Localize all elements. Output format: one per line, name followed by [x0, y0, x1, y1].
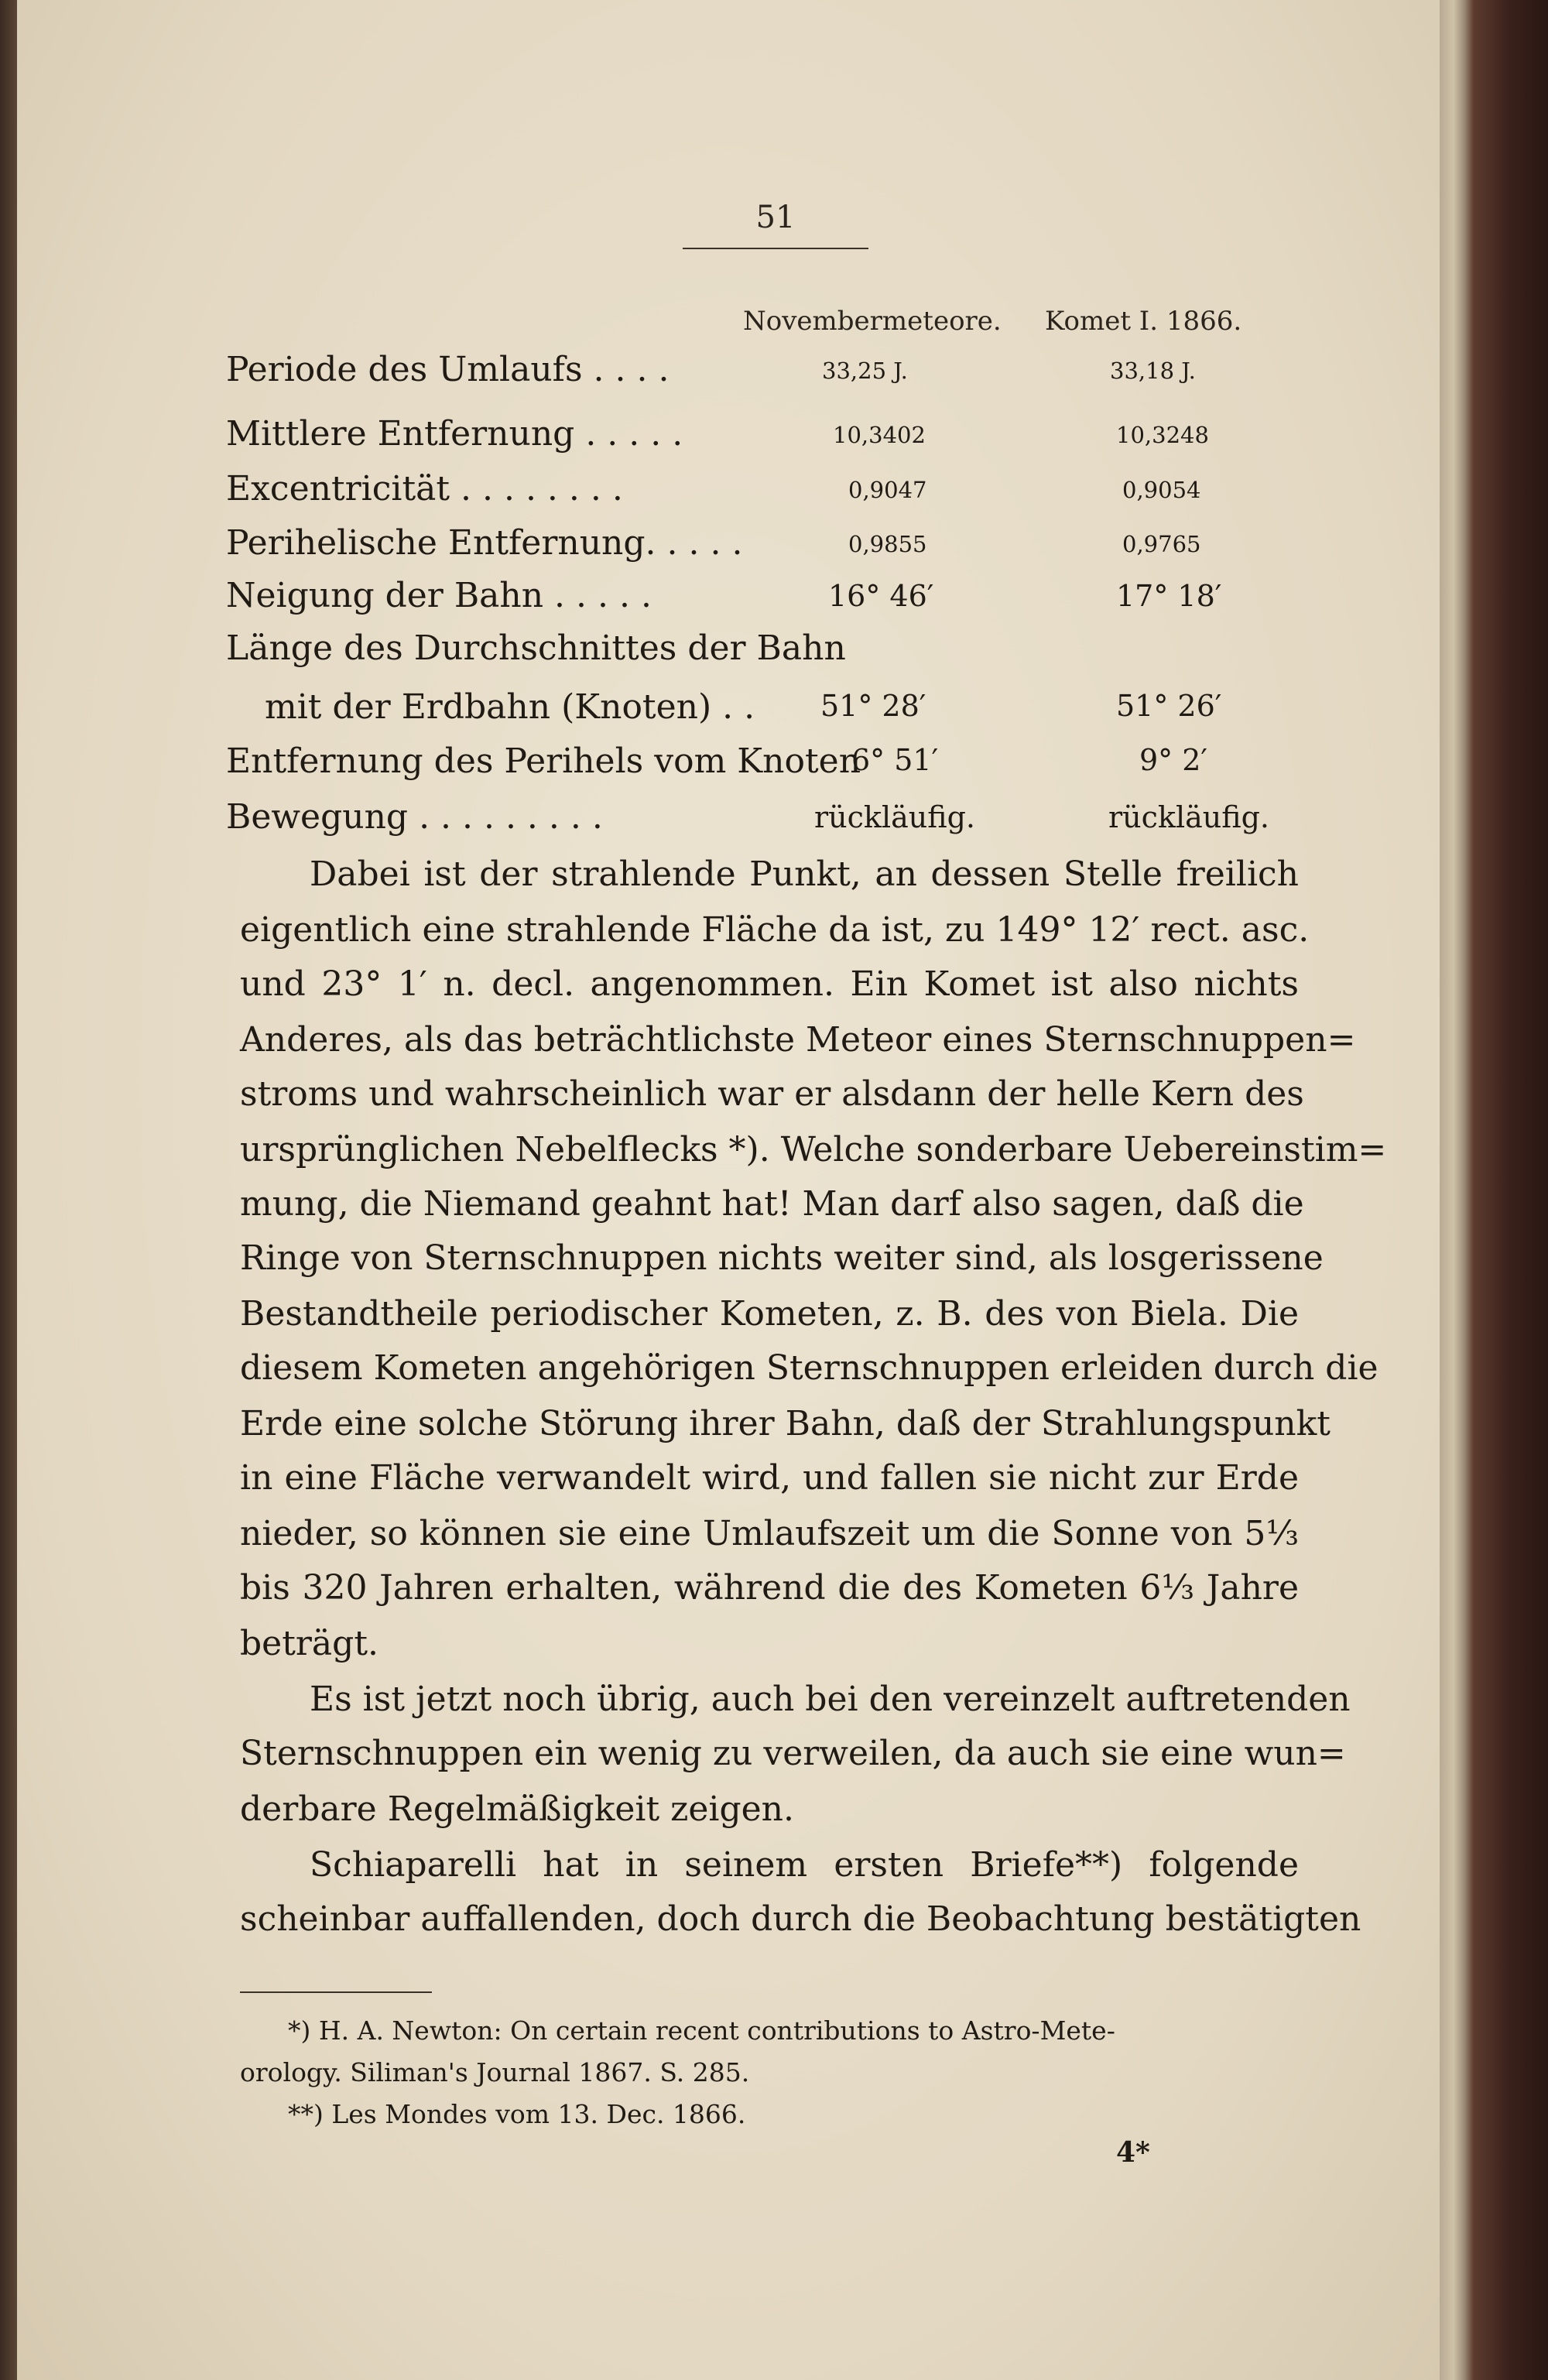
- paragraph-line: diesem Kometen angehörigen Sternschnuppen erleiden durch die: [240, 1348, 1378, 1388]
- table-row-label: Neigung der Bahn . . . . .: [226, 576, 652, 615]
- paragraph-line: bis 320 Jahren erhalten, während die des Kometen 6⅓ Jahre: [240, 1568, 1299, 1608]
- table-value-meteors: rückläufig.: [814, 800, 975, 834]
- book-page: [17, 0, 1440, 2380]
- table-value-meteors: 33,25 J.: [822, 358, 908, 384]
- footnote: orology. Siliman's Journal 1867. S. 285.: [240, 2057, 750, 2087]
- table-value-comet: 33,18 J.: [1110, 358, 1196, 384]
- page-number: 51: [755, 200, 796, 235]
- paragraph-line: Sternschnuppen ein wenig zu verweilen, da auch sie eine wun=: [240, 1734, 1346, 1773]
- footnote-rule: [240, 1991, 432, 1993]
- table-value-comet: 9° 2′: [1139, 743, 1208, 777]
- table-row-label: Länge des Durchschnittes der Bahn: [226, 628, 846, 668]
- paragraph-line: Ringe von Sternschnuppen nichts weiter sind, als losgerissene: [240, 1238, 1324, 1278]
- paragraph-line: Erde eine solche Störung ihrer Bahn, daß der Strahlungspunkt: [240, 1404, 1331, 1443]
- table-value-comet: 0,9765: [1122, 531, 1201, 557]
- table-value-meteors: 16° 46′: [828, 579, 934, 613]
- paragraph-line: ursprünglichen Nebelflecks *). Welche sonderbare Uebereinstim=: [240, 1130, 1387, 1169]
- table-value-meteors: 10,3402: [833, 422, 926, 448]
- table-value-meteors: 6° 51′: [851, 743, 939, 777]
- paragraph-line: Schiaparelli hat in seinem ersten Briefe**) folgende: [310, 1845, 1299, 1885]
- paragraph-line: und 23° 1′ n. decl. angenommen. Ein Komet ist also nichts: [240, 964, 1299, 1004]
- table-row-label: Entfernung des Perihels vom Knoten: [226, 741, 861, 781]
- footnote: *) H. A. Newton: On certain recent contributions to Astro-Mete-: [288, 2015, 1115, 2046]
- table-value-meteors: 0,9855: [848, 531, 927, 557]
- paragraph-line: Bestandtheile periodischer Kometen, z. B. des von Biela. Die: [240, 1294, 1299, 1334]
- table-value-comet: rückläufig.: [1108, 800, 1269, 834]
- paragraph-line: stroms und wahrscheinlich war er alsdann der helle Kern des: [240, 1074, 1304, 1114]
- table-value-comet: 17° 18′: [1116, 579, 1222, 613]
- column-header-comet: Komet I. 1866.: [1045, 306, 1242, 337]
- table-value-meteors: 51° 28′: [820, 689, 926, 723]
- table-value-comet: 10,3248: [1116, 422, 1209, 448]
- paragraph-line: Anderes, als das beträchtlichste Meteor eines Sternschnuppen=: [240, 1020, 1356, 1060]
- table-row-label: Periode des Umlaufs . . . .: [226, 350, 670, 389]
- book-cover-edge: [1440, 0, 1548, 2380]
- table-row-label: mit der Erdbahn (Knoten) . .: [265, 687, 755, 727]
- paragraph-line: in eine Fläche verwandelt wird, und fallen sie nicht zur Erde: [240, 1458, 1299, 1498]
- table-row-label: Bewegung . . . . . . . . .: [226, 797, 603, 837]
- paragraph-line: mung, die Niemand geahnt hat! Man darf also sagen, daß die: [240, 1184, 1304, 1224]
- paragraph-line: scheinbar auffallenden, doch durch die Beobachtung bestätigten: [240, 1899, 1361, 1939]
- table-row-label: Mittlere Entfernung . . . . .: [226, 414, 683, 454]
- paragraph-line: beträgt.: [240, 1624, 378, 1663]
- table-row-label: Perihelische Entfernung. . . . .: [226, 523, 743, 563]
- book-spine-left: [0, 0, 17, 2380]
- paragraph-line: eigentlich eine strahlende Fläche da ist, zu 149° 12′ rect. asc.: [240, 910, 1310, 950]
- header-rule: [683, 248, 868, 249]
- table-row-label: Excentricität . . . . . . . .: [226, 469, 623, 509]
- paragraph-line: derbare Regelmäßigkeit zeigen.: [240, 1789, 794, 1829]
- table-value-meteors: 0,9047: [848, 477, 927, 503]
- column-header-november-meteors: Novembermeteore.: [743, 306, 1002, 337]
- table-value-comet: 0,9054: [1122, 477, 1201, 503]
- paragraph-line: nieder, so können sie eine Umlaufszeit um die Sonne von 5⅓: [240, 1514, 1299, 1553]
- table-value-comet: 51° 26′: [1116, 689, 1222, 723]
- signature-mark: 4*: [1116, 2136, 1150, 2169]
- paragraph-line: Dabei ist der strahlende Punkt, an dessen Stelle freilich: [310, 854, 1299, 894]
- footnote: **) Les Mondes vom 13. Dec. 1866.: [288, 2099, 746, 2129]
- paragraph-line: Es ist jetzt noch übrig, auch bei den vereinzelt auftretenden: [310, 1680, 1351, 1719]
